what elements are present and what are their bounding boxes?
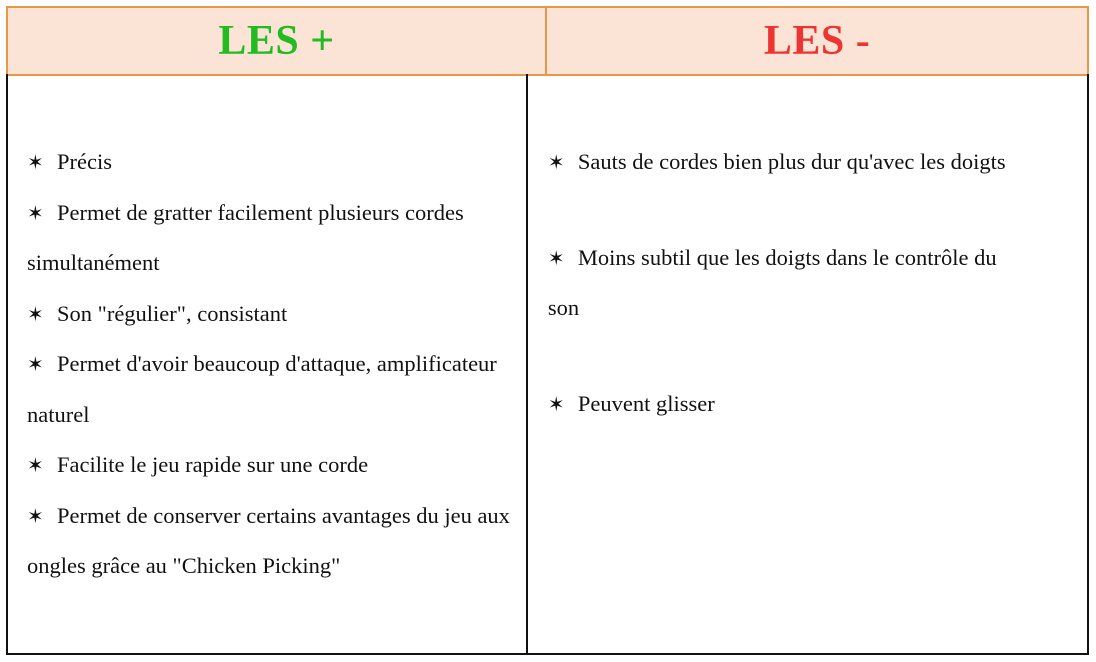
pros-item — [27, 491, 512, 592]
star-bullet-icon: ✶ — [547, 245, 565, 270]
cons-item — [548, 233, 1017, 334]
cons-item-text: Moins subtil que les doigts dans le contrôle du son — [547, 244, 997, 320]
star-bullet-icon: ✶ — [27, 301, 44, 326]
pros-cons-table — [6, 6, 1089, 655]
pros-item-text: Précis — [57, 149, 112, 174]
star-bullet-icon: ✶ — [27, 150, 44, 174]
cons-item-text: Sauts de cordes bien plus dur qu'avec les doigts — [577, 149, 1006, 174]
star-bullet-icon: ✶ — [27, 503, 44, 528]
pros-item-text: Son "régulier", consistant — [57, 300, 288, 326]
pros-item-text: Permet de conserver certains avantages du jeu aux ongles grâce au "Chicken Picking" — [27, 502, 510, 578]
pros-item — [27, 188, 512, 289]
pros-item-text: Permet d'avoir beaucoup d'attaque, amplificateur naturel — [27, 351, 497, 427]
cons-header: LES - — [763, 18, 871, 64]
cons-item — [548, 379, 1017, 430]
table-body-row — [6, 74, 1089, 655]
star-bullet-icon: ✶ — [27, 352, 44, 376]
pros-item-text: Facilite le jeu rapide sur une corde — [57, 452, 369, 477]
pros-item-text: Permet de gratter facilement plusieurs cordes simultanément — [27, 199, 464, 275]
star-bullet-icon: ✶ — [27, 453, 44, 477]
cons-item — [548, 137, 1017, 188]
star-bullet-icon: ✶ — [27, 200, 44, 225]
star-bullet-icon: ✶ — [547, 391, 565, 416]
pros-header: LES + — [8, 8, 547, 74]
cons-item-text: Peuvent glisser — [577, 390, 715, 416]
pros-item — [27, 289, 512, 340]
pros-item — [27, 137, 512, 188]
table-header-row — [6, 6, 1089, 76]
star-bullet-icon: ✶ — [547, 150, 565, 174]
pros-list — [8, 74, 528, 653]
pros-item — [27, 440, 512, 491]
cons-list — [528, 74, 1087, 653]
pros-item — [27, 339, 512, 440]
